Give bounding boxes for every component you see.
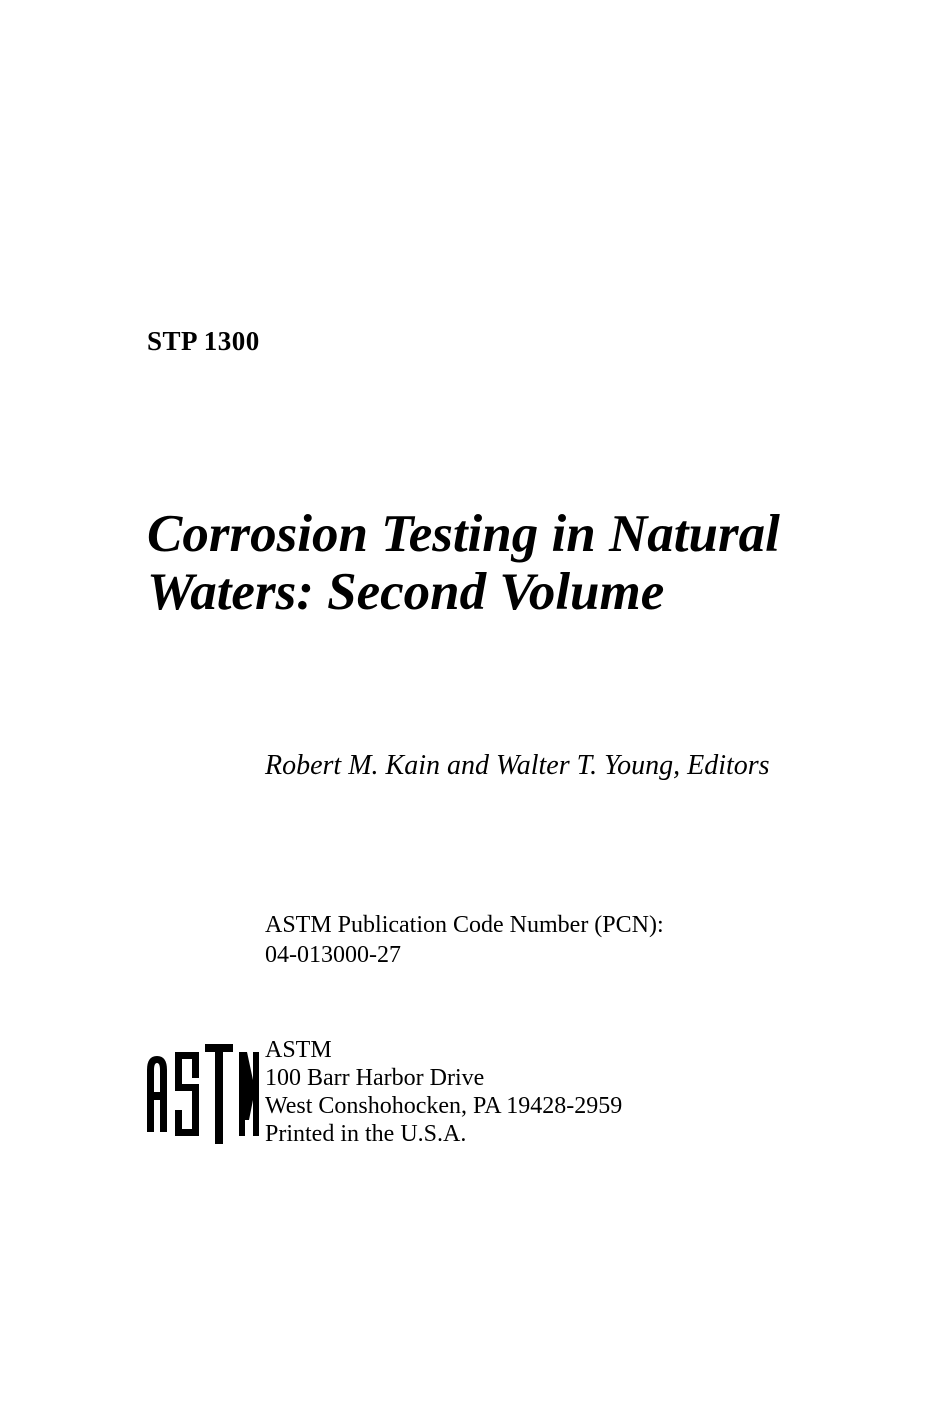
publisher-city: West Conshohocken, PA 19428-2959 — [265, 1093, 623, 1119]
publication-code — [265, 910, 664, 970]
book-title-line-2: Waters: Second Volume — [147, 563, 665, 621]
editors-line: Robert M. Kain and Walter T. Young, Editors — [265, 750, 770, 781]
series-label: STP 1300 — [147, 326, 260, 356]
publisher-address — [265, 1036, 622, 1148]
publisher-street: 100 Barr Harbor Drive — [265, 1065, 485, 1091]
publication-code-label: ASTM Publication Code Number (PCN): — [265, 912, 664, 938]
book-title-line-1: Corrosion Testing in Natural — [147, 505, 780, 563]
publication-code-number: 04-013000-27 — [265, 942, 401, 968]
printed-in: Printed in the U.S.A. — [265, 1121, 467, 1147]
publisher-name: ASTM — [265, 1037, 332, 1063]
astm-logo — [143, 1040, 259, 1148]
book-title — [147, 505, 907, 621]
